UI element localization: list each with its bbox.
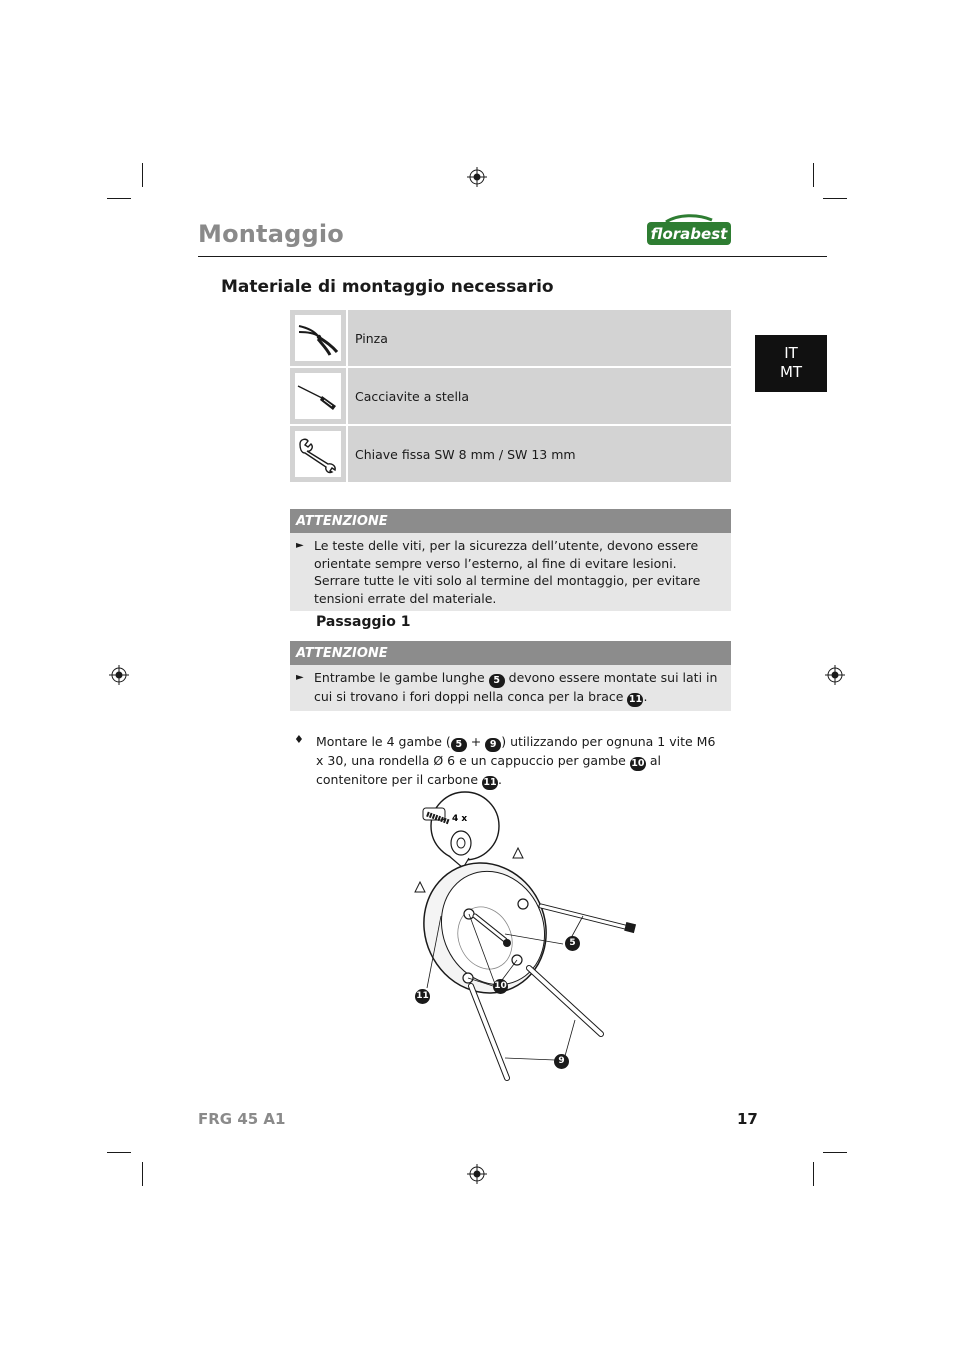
grill-assembly-illustration: [405, 788, 645, 1088]
notice-body: [290, 665, 731, 711]
tool-row: [290, 368, 731, 424]
notice-title: ATTENZIONE: [290, 509, 731, 533]
callout-part-10: 10: [493, 979, 508, 994]
title-divider: [198, 256, 827, 257]
tool-label: Pinza: [355, 330, 388, 346]
registration-mark-icon: [825, 665, 845, 685]
tools-table: [290, 310, 731, 484]
notice-body: [290, 533, 731, 611]
instruction-fragment: ) utilizzando per ognuna 1 vite M6 x 30, una rondella Ø 6 e un cappuccio per gambe: [316, 734, 716, 768]
logo-text: florabest: [650, 225, 728, 243]
crop-mark: [107, 1152, 131, 1153]
tool-row: [290, 426, 731, 482]
step-heading: Passaggio 1: [316, 614, 411, 630]
pliers-icon: [296, 318, 340, 358]
footer-model: FRG 45 A1: [198, 1110, 286, 1128]
inset-quantity-label: 4 x: [452, 814, 468, 824]
part-number-badge: 11: [628, 694, 643, 705]
page-number: 17: [737, 1110, 758, 1128]
crop-mark: [142, 1162, 143, 1186]
tool-label: Chiave fissa SW 8 mm / SW 13 mm: [355, 446, 576, 462]
arrow-bullet-icon: ►: [296, 540, 304, 551]
arrow-bullet-icon: ►: [296, 672, 304, 683]
assembly-diagram: [405, 788, 645, 1088]
crop-mark: [813, 1162, 814, 1186]
section-heading: Materiale di montaggio necessario: [221, 277, 554, 297]
crop-mark: [823, 198, 847, 199]
part-number-badge: 5: [489, 674, 505, 688]
callout-part-5: 5: [565, 936, 580, 951]
instruction-fragment: +: [470, 734, 482, 749]
notice-text: devono essere montate sui lati in cui si trovano i fori doppi nella conca per la brace: [314, 670, 718, 704]
brand-logo: [646, 214, 732, 246]
registration-mark-icon: [467, 167, 487, 187]
diamond-bullet-icon: ♦: [294, 733, 304, 746]
language-code-it: IT: [784, 344, 798, 362]
screwdriver-icon: [296, 376, 340, 416]
part-number-badge: 9: [485, 738, 501, 752]
notice-text: .: [643, 689, 648, 704]
callout-part-9: 9: [554, 1054, 569, 1069]
crop-mark: [142, 163, 143, 187]
tool-row: [290, 310, 731, 366]
part-number-badge: 11: [483, 777, 497, 788]
registration-mark-icon: [109, 665, 129, 685]
callout-part-11: 11: [415, 989, 430, 1004]
tool-label: Cacciavite a stella: [355, 388, 470, 404]
crop-mark: [823, 1152, 847, 1153]
notice-text: Entrambe le gambe lunghe: [314, 670, 485, 685]
notice-text: Le teste delle viti, per la sicurezza dell’utente, devono essere orientate sempre verso l’esterno, al fine di evitare lesioni. Serrare tutte le viti solo al termine del montaggio, per evitare tensioni errate del materiale.: [314, 538, 701, 606]
crop-mark: [813, 163, 814, 187]
notice-title: ATTENZIONE: [290, 641, 731, 665]
page-title: Montaggio: [198, 220, 344, 248]
wrench-icon: [296, 434, 340, 474]
instruction-fragment: Montare le 4 gambe (: [316, 734, 451, 749]
language-code-mt: MT: [779, 363, 803, 381]
registration-mark-icon: [467, 1164, 487, 1184]
warning-notice: [290, 641, 731, 711]
part-number-badge: 5: [451, 738, 467, 752]
part-number-badge: 10: [631, 758, 645, 769]
instruction-text: [316, 733, 726, 790]
language-tab: [755, 335, 827, 392]
instruction-fragment: .: [498, 772, 502, 787]
warning-notice: [290, 509, 731, 611]
crop-mark: [107, 198, 131, 199]
instruction-fragment: al contenitore per il carbone: [316, 753, 661, 787]
